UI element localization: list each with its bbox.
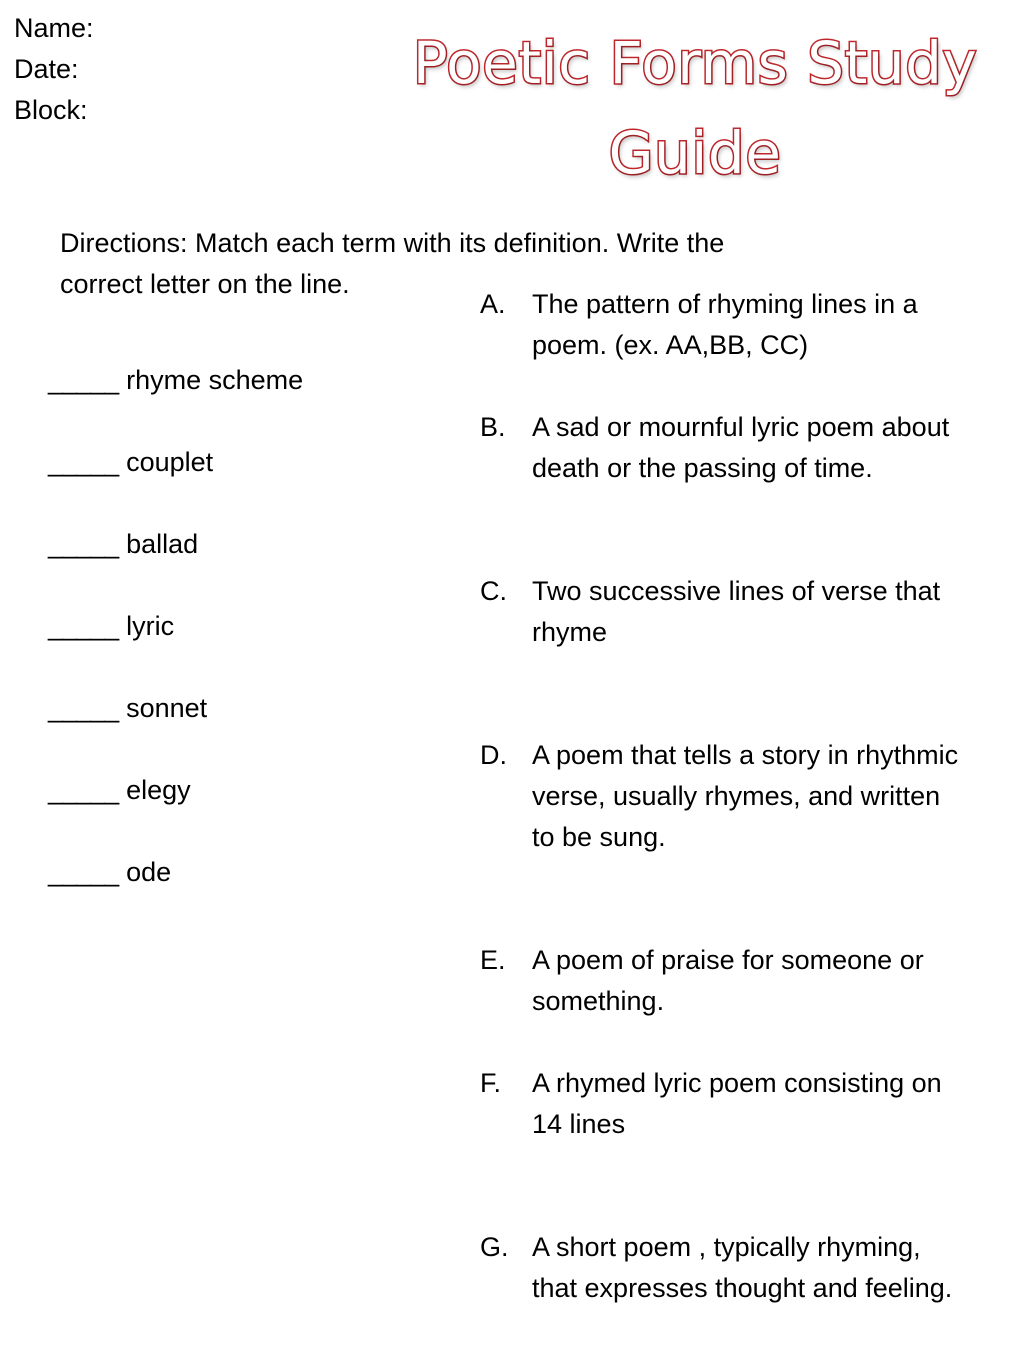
term-lyric: [48, 608, 174, 644]
definition-text: A sad or mournful lyric poem about death or the passing of time.: [532, 412, 950, 483]
answer-blank: _____: [48, 611, 119, 641]
definition-text: A poem that tells a story in rhythmic verse, usually rhymes, and written to be sung.: [532, 740, 959, 852]
definition-b: [480, 407, 980, 489]
definition-g: [480, 1227, 980, 1309]
answer-blank: _____: [48, 365, 119, 395]
date-label: Date:: [14, 54, 79, 84]
definition-d: [480, 735, 980, 858]
definition-e: [480, 940, 980, 1022]
definition-letter: G.: [480, 1232, 509, 1262]
definition-letter: D.: [480, 740, 507, 770]
block-label: Block:: [14, 95, 88, 125]
answer-blank: _____: [48, 775, 119, 805]
definition-letter: E.: [480, 945, 506, 975]
definition-text: A poem of praise for someone or something.: [532, 945, 924, 1016]
page-title: [380, 18, 1010, 198]
term-word: couplet: [126, 447, 214, 477]
term-word: ballad: [126, 529, 199, 559]
definition-text: A short poem , typically rhyming, that expresses thought and feeling.: [532, 1232, 953, 1303]
answer-blank: _____: [48, 529, 119, 559]
term-elegy: [48, 772, 191, 808]
term-word: lyric: [126, 611, 175, 641]
title-line-2: Guide: [608, 119, 782, 187]
definition-a: [480, 284, 980, 366]
term-ode: [48, 854, 171, 890]
definition-f: [480, 1063, 980, 1145]
answer-blank: _____: [48, 693, 119, 723]
term-word: rhyme scheme: [126, 365, 304, 395]
term-word: sonnet: [126, 693, 208, 723]
definition-c: [480, 571, 980, 653]
term-rhyme-scheme: [48, 362, 303, 398]
answer-blank: _____: [48, 447, 119, 477]
term-sonnet: [48, 690, 207, 726]
definition-text: Two successive lines of verse that rhyme: [532, 576, 941, 647]
term-word: elegy: [126, 775, 191, 805]
student-info: [14, 8, 94, 131]
definition-letter: F.: [480, 1068, 502, 1098]
definition-text: A rhymed lyric poem consisting on 14 lines: [532, 1068, 942, 1139]
directions-text: Directions: Match each term with its definition. Write the correct letter on the line.: [60, 228, 725, 299]
definition-text: The pattern of rhyming lines in a poem. (ex. AA,BB, CC): [532, 289, 918, 360]
term-word: ode: [126, 857, 172, 887]
name-label: Name:: [14, 13, 94, 43]
answer-blank: _____: [48, 857, 119, 887]
term-ballad: [48, 526, 198, 562]
definition-letter: B.: [480, 412, 506, 442]
definition-letter: A.: [480, 289, 506, 319]
title-line-1: Poetic Forms Study: [412, 29, 978, 97]
term-couplet: [48, 444, 213, 480]
definition-letter: C.: [480, 576, 507, 606]
